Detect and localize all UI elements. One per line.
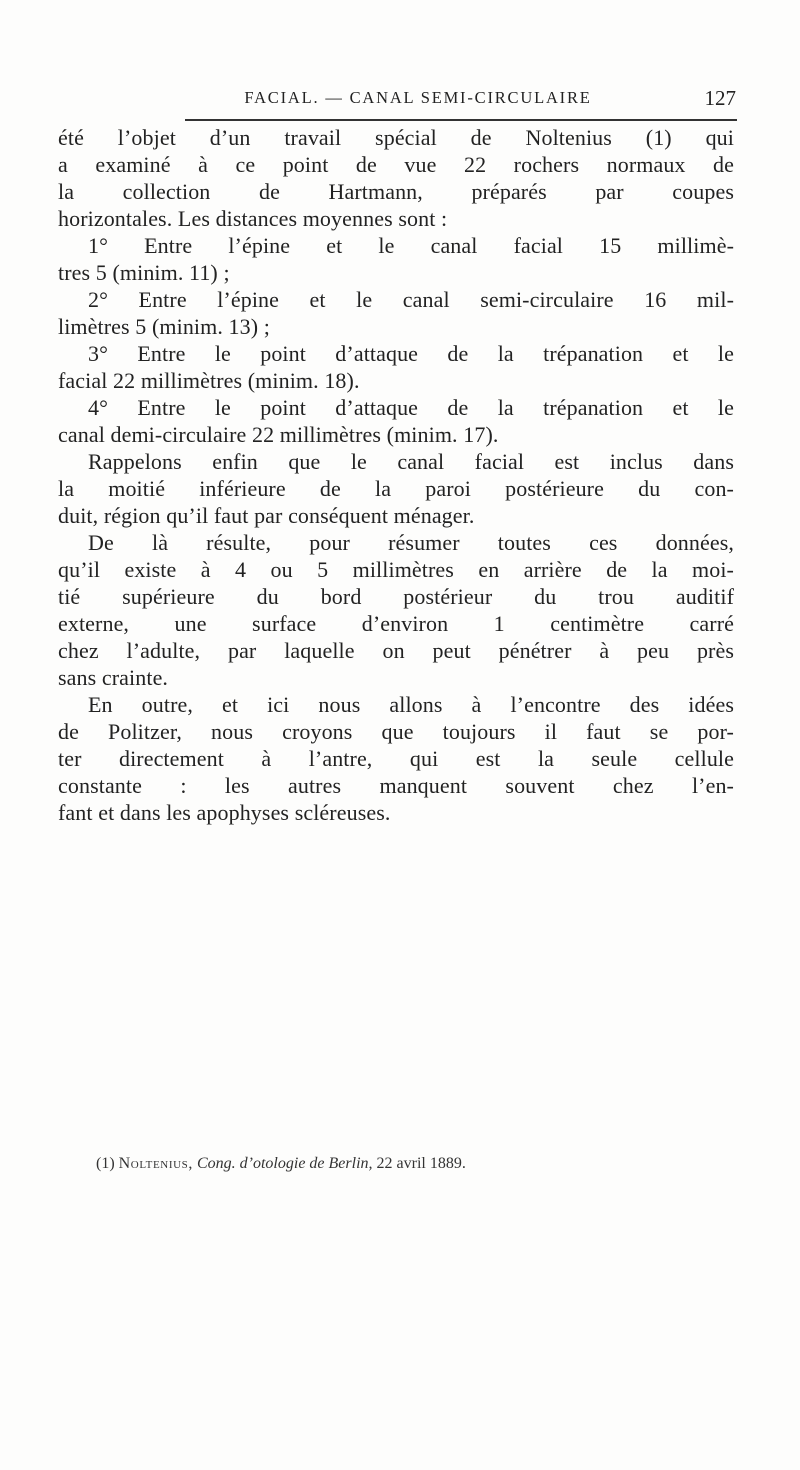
text-line: tres 5 (minim. 11) ; [58,260,230,285]
footnote-marker: (1) [96,1155,115,1172]
text-line: qu’il existe à 4 ou 5 millimètres en arrière de la moi- [58,557,734,582]
text-line: ter directement à l’antre, qui est la seule cellule [58,746,734,771]
footnote-date: 22 avril 1889. [376,1155,466,1172]
running-title: FACIAL. — CANAL SEMI-CIRCULAIRE [244,88,592,107]
text-line: duit, région qu’il faut par conséquent ménager. [58,503,475,528]
text-line: 3° Entre le point d’attaque de la trépanation et le [88,341,734,366]
text-line: été l’objet d’un travail spécial de Noltenius (1) qui [58,125,734,150]
page-number: 127 [704,86,736,110]
running-head [100,86,736,112]
text-line: chez l’adulte, par laquelle on peut pénétrer à peu près [58,638,734,663]
text-line: limètres 5 (minim. 13) ; [58,314,270,339]
text-line: de Politzer, nous croyons que toujours il faut se por- [58,719,734,744]
footnote-author: Noltenius, [118,1155,193,1172]
text-line: horizontales. Les distances moyennes sont : [58,206,448,231]
text-line: 2° Entre l’épine et le canal semi-circulaire 16 mil- [88,287,734,312]
text-line: externe, une surface d’environ 1 centimètre carré [58,611,734,636]
body-text [58,124,734,826]
footnote-title: Cong. d’otologie de Berlin, [196,1155,373,1172]
text-line: 4° Entre le point d’attaque de la trépanation et le [88,395,734,420]
text-line: fant et dans les apophyses scléreuses. [58,800,391,825]
text-line: constante : les autres manquent souvent chez l’en- [58,773,734,798]
text-line: De là résulte, pour résumer toutes ces données, [88,530,734,555]
text-line: sans crainte. [58,665,169,690]
text-line: la moitié inférieure de la paroi postérieure du con- [58,476,734,501]
text-line: 1° Entre l’épine et le canal facial 15 millimè- [88,233,734,258]
text-line: la collection de Hartmann, préparés par coupes [58,179,734,204]
header-rule [185,119,737,121]
text-line: facial 22 millimètres (minim. 18). [58,368,360,393]
text-line: tié supérieure du bord postérieur du trou auditif [58,584,734,609]
footnote [96,1155,466,1173]
text-line: a examiné à ce point de vue 22 rochers normaux de [58,152,734,177]
text-line: canal demi-circulaire 22 millimètres (minim. 17). [58,422,499,447]
text-line: En outre, et ici nous allons à l’encontre des idées [88,692,734,717]
text-line: Rappelons enfin que le canal facial est inclus dans [88,449,734,474]
